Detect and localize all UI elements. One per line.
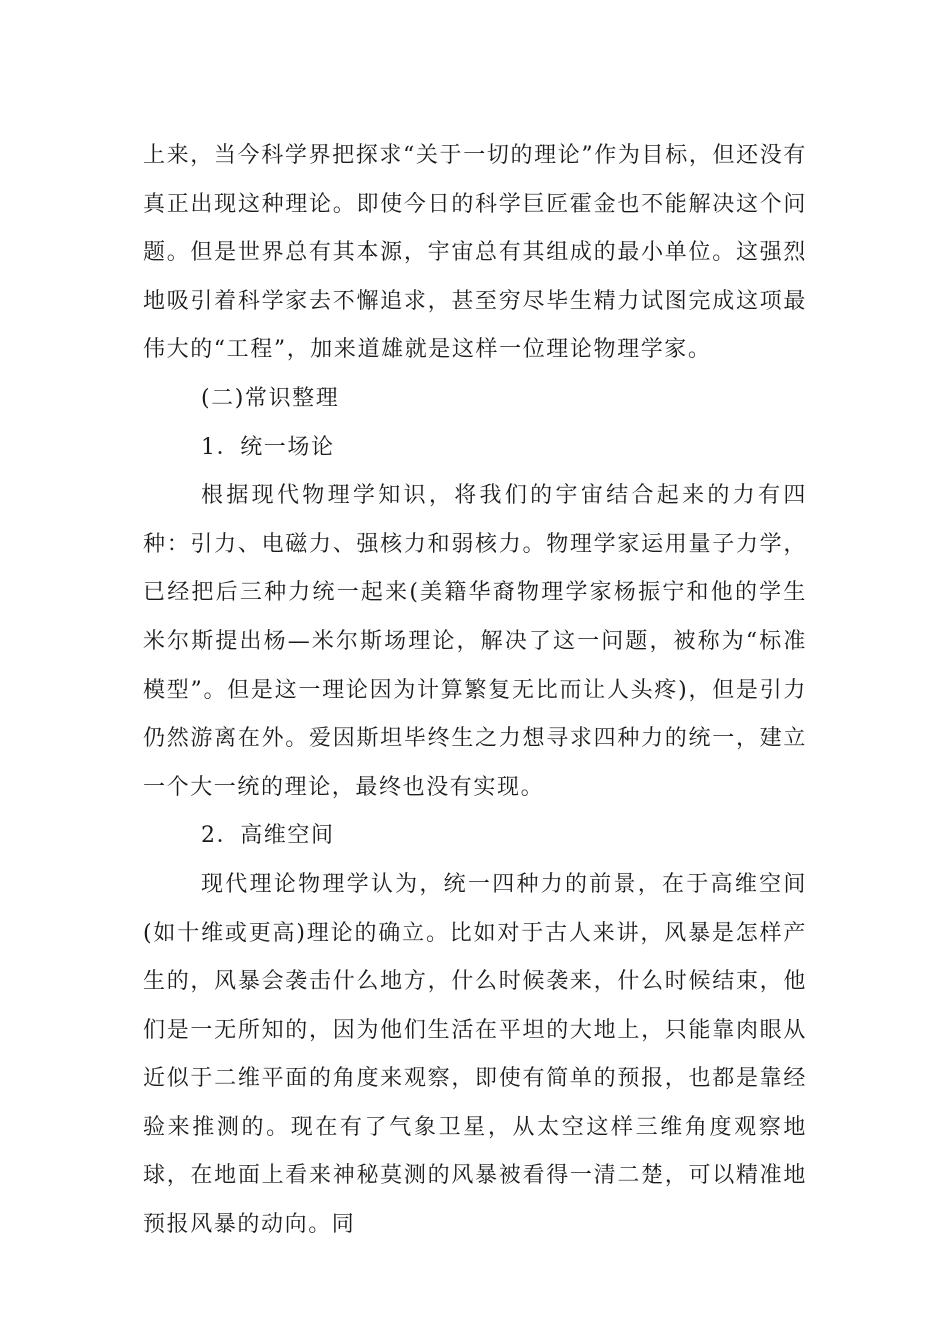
paragraph-higher-dimensions: 现代理论物理学认为，统一四种力的前景，在于高维空间(如十维或更高)理论的确立。比如对于古人来讲，风暴是怎样产生的，风暴会袭击什么地方，什么时候袭来，什么时候结束，他们是一无所知的，因为他们生活在平坦的大地上，只能靠肉眼从近似于二维平面的角度来观察，即使有简单的预报，也都是靠经验来推测的。现在有了气象卫星，从太空这样三维角度观察地球，在地面上看来神秘莫测的风暴被看得一清二楚，可以精准地预报风暴的动向。同	[143, 871, 807, 1238]
section-heading-common-knowledge: (二)常识整理	[201, 385, 340, 411]
paragraph-continuation: 上来，当今科学界把探求“关于一切的理论”作为目标，但还没有真正出现这种理论。即使今日的科学巨匠霍金也不能解决这个问题。但是世界总有其本源，宇宙总有其组成的最小单位。这强烈地吸引着科学家去不懈追求，甚至穷尽毕生精力试图完成这项最伟大的“工程”，加来道雄就是这样一位理论物理学家。	[143, 143, 807, 363]
paragraph-unified-field: 根据现代物理学知识，将我们的宇宙结合起来的力有四种：引力、电磁力、强核力和弱核力。物理学家运用量子力学，已经把后三种力统一起来(美籍华裔物理学家杨振宁和他的学生米尔斯提出杨—米尔斯场理论，解决了这一问题，被称为“标准模型”。但是这一理论因为计算繁复无比而让人头疼)，但是引力仍然游离在外。爱因斯坦毕终生之力想寻求四种力的统一，建立一个大一统的理论，最终也没有实现。	[143, 483, 807, 800]
subheading-higher-dimensions: 2．高维空间	[201, 823, 335, 849]
document-body	[143, 132, 807, 1250]
subheading-unified-field-theory: 1．统一场论	[201, 434, 335, 460]
